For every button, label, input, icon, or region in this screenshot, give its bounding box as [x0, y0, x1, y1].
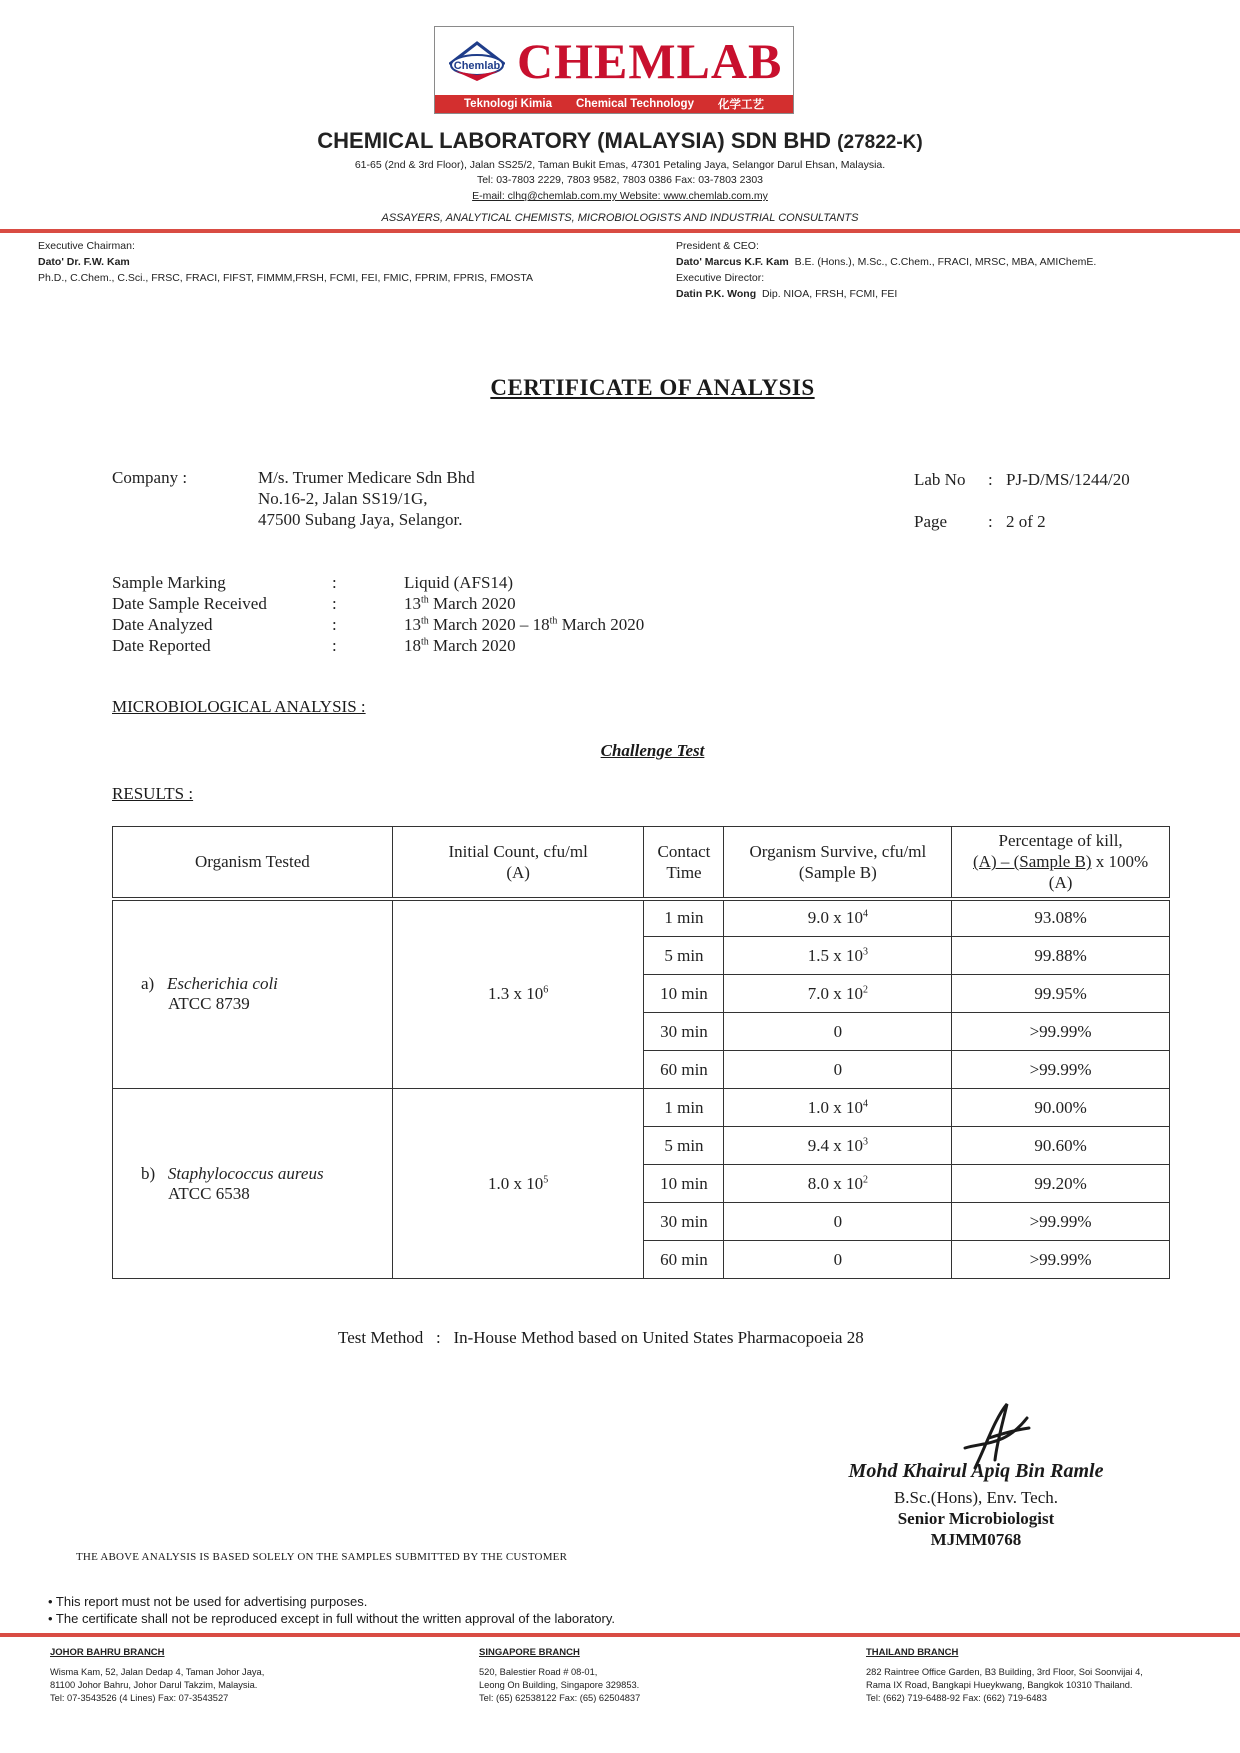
chairman-role: Executive Chairman:	[38, 240, 135, 252]
contact-time: 30 min	[644, 1013, 724, 1051]
survive-count	[724, 1127, 952, 1165]
sample-details-colons	[332, 572, 337, 656]
kill-percentage: >99.99%	[952, 1013, 1170, 1051]
header-divider	[0, 229, 1240, 233]
signatory-name: Mohd Khairul Apiq Bin Ramle	[848, 1460, 1104, 1482]
header-text: x 100%	[1091, 852, 1149, 872]
results-heading: RESULTS :	[112, 784, 194, 803]
header-initial-count	[392, 827, 644, 899]
kill-percentage: >99.99%	[952, 1203, 1170, 1241]
logo-badge-text: Chemlab	[453, 60, 501, 72]
month-year: March 2020 –	[428, 615, 533, 634]
company-address: 61-65 (2nd & 3rd Floor), Jalan SS25/2, Taman Bukit Emas, 47301 Petaling Jaya, Selangor Darul Ehsan, Malaysia.	[354, 159, 886, 171]
contact-time: 10 min	[644, 1165, 724, 1203]
customer-address-line: 47500 Subang Jaya, Selangor.	[258, 510, 463, 529]
organism-cell	[113, 1089, 393, 1279]
colon: :	[332, 594, 337, 613]
lab-no-colon: :	[988, 470, 993, 489]
director-qualifications: Dip. NIOA, FRSH, FCMI, FEI	[761, 288, 898, 300]
organism-name: Escherichia coli	[166, 974, 278, 994]
header-text: (Sample B)	[798, 862, 877, 882]
initial-count-cell	[392, 1089, 644, 1279]
branch-address-line: Leong On Building, Singapore 329853.	[479, 1680, 640, 1690]
count-exponent: 3	[862, 1135, 868, 1147]
sample-marking-label: Sample Marking	[112, 573, 226, 592]
count-exponent: 4	[862, 1097, 868, 1109]
signatory-title: Senior Microbiologist	[897, 1509, 1055, 1528]
header-text: Time	[666, 862, 702, 882]
header-text: (A)	[506, 862, 530, 882]
header-organism-survive	[724, 827, 952, 899]
count-value: 7.0 x 10	[807, 983, 863, 1003]
kill-percentage: 99.20%	[952, 1165, 1170, 1203]
page-number-label: Page	[914, 512, 948, 531]
page-number-value: 2 of 2	[1006, 512, 1046, 531]
header-contact-time	[644, 827, 724, 899]
day: 13	[404, 594, 421, 613]
footer-divider	[0, 1633, 1240, 1637]
date-reported-label: Date Reported	[112, 636, 211, 655]
logo-strip-text: 化学工艺	[717, 99, 764, 111]
colon: :	[332, 573, 337, 592]
test-method-label: Test Method	[338, 1328, 424, 1347]
contact-time: 10 min	[644, 975, 724, 1013]
customer-address-line: No.16-2, Jalan SS19/1G,	[258, 489, 428, 508]
president-role: President & CEO:	[676, 240, 759, 252]
branch-address-line: Rama IX Road, Bangkapi Hueykwang, Bangkok 10310 Thailand.	[866, 1680, 1133, 1690]
chemlab-emblem-icon	[449, 41, 505, 83]
survive-count	[724, 975, 952, 1013]
count-exponent: 6	[543, 984, 549, 996]
customer-name: M/s. Trumer Medicare Sdn Bhd	[258, 468, 475, 487]
count-exponent: 5	[543, 1173, 549, 1185]
branch-title: THAILAND BRANCH	[866, 1647, 959, 1658]
kill-percentage: 90.60%	[952, 1127, 1170, 1165]
survive-count: 0	[724, 1013, 952, 1051]
branch-address-line: 282 Raintree Office Garden, B3 Building, 3rd Floor, Soi Soonvijai 4,	[866, 1667, 1143, 1677]
sample-details-labels	[112, 572, 267, 656]
count-value: 8.0 x 10	[807, 1173, 863, 1193]
month-year: March 2020	[428, 636, 516, 655]
colon: :	[332, 615, 337, 634]
contact-time: 60 min	[644, 1241, 724, 1279]
branch-singapore	[479, 1646, 640, 1705]
test-method	[338, 1328, 864, 1348]
branch-johor-bahru	[50, 1646, 264, 1705]
date-received-label: Date Sample Received	[112, 594, 267, 613]
section-heading-microbiological: MICROBIOLOGICAL ANALYSIS :	[112, 697, 366, 716]
survive-count: 0	[724, 1051, 952, 1089]
branch-address-line: 520, Balestier Road # 08-01,	[479, 1667, 598, 1677]
kill-percentage: >99.99%	[952, 1241, 1170, 1279]
branch-contact: Tel: (65) 62538122 Fax: (65) 62504837	[479, 1693, 641, 1703]
survive-count	[724, 899, 952, 937]
director-name: Datin P.K. Wong	[676, 288, 757, 300]
director-role: Executive Director:	[676, 272, 765, 284]
company-logo	[434, 26, 794, 114]
date-received-value	[404, 593, 644, 614]
contact-time: 1 min	[644, 899, 724, 937]
footer-note: • The certificate shall not be reproduced except in full without the written approval of the laboratory.	[48, 1611, 615, 1626]
initial-count-cell	[392, 899, 644, 1089]
header-text: (A)	[1048, 873, 1073, 893]
organism-strain: ATCC 6538	[168, 1183, 250, 1203]
ordinal-suffix: th	[549, 615, 558, 627]
header-organism: Organism Tested	[113, 827, 393, 899]
contact-time: 1 min	[644, 1089, 724, 1127]
date-analyzed-label: Date Analyzed	[112, 615, 213, 634]
customer-address	[258, 467, 475, 530]
lab-no-label: Lab No	[914, 470, 966, 489]
kill-percentage: 90.00%	[952, 1089, 1170, 1127]
page-number-colon: :	[988, 512, 993, 531]
date-analyzed-value	[404, 614, 644, 635]
test-method-value: In-House Method based on United States Pharmacopoeia 28	[453, 1328, 864, 1347]
president-qualifications: B.E. (Hons.), M.Sc., C.Chem., FRACI, MRSC, MBA, AMIChemE.	[794, 256, 1097, 268]
logo-strip-text: Chemical Technology	[575, 98, 694, 110]
ordinal-suffix: th	[421, 615, 429, 627]
day: 13	[404, 615, 421, 634]
organism-strain: ATCC 8739	[168, 994, 250, 1014]
kill-percentage: 99.88%	[952, 937, 1170, 975]
survive-count	[724, 937, 952, 975]
header-text: Organism Survive, cfu/ml	[749, 841, 927, 861]
results-table	[112, 826, 1170, 1279]
branch-thailand	[866, 1646, 1143, 1705]
analysis-disclaimer: THE ABOVE ANALYSIS IS BASED SOLELY ON THE SAMPLES SUBMITTED BY THE CUSTOMER	[76, 1551, 568, 1563]
footer-note: • This report must not be used for advertising purposes.	[48, 1594, 368, 1609]
header-text: Percentage of kill,	[998, 831, 1123, 851]
survive-count: 0	[724, 1241, 952, 1279]
sample-details-values	[404, 572, 644, 656]
chairman-qualifications: Ph.D., C.Chem., C.Sci., FRSC, FRACI, FIFST, FIMMM,FRSH, FCMI, FEI, FMIC, FPRIM, FPRIS, FMOSTA	[38, 272, 534, 284]
page-title: CERTIFICATE OF ANALYSIS	[490, 375, 815, 400]
count-exponent: 2	[862, 983, 868, 995]
header-text: Contact	[657, 841, 711, 861]
organism-letter: b)	[141, 1163, 156, 1183]
ordinal-suffix: th	[421, 636, 429, 648]
table-header-row	[113, 827, 1170, 899]
test-method-colon: :	[435, 1328, 441, 1347]
kill-percentage: 93.08%	[952, 899, 1170, 937]
contact-time: 5 min	[644, 1127, 724, 1165]
company-label: Company :	[112, 468, 188, 487]
organism-cell	[113, 899, 393, 1089]
branch-contact: Tel: 07-3543526 (4 Lines) Fax: 07-3543527	[50, 1693, 229, 1703]
organism-name: Staphylococcus aureus	[167, 1163, 324, 1183]
organism-letter: a)	[141, 974, 155, 994]
sample-marking-value: Liquid (AFS14)	[404, 573, 514, 592]
chairman-name: Dato' Dr. F.W. Kam	[38, 256, 130, 268]
month-year: March 2020	[557, 615, 645, 634]
day: 18	[404, 636, 421, 655]
company-email-website: E-mail: clhq@chemlab.com.my Website: www.chemlab.com.my	[472, 190, 768, 202]
branch-contact: Tel: (662) 719-6488-92 Fax: (662) 719-6483	[866, 1693, 1047, 1703]
contact-time: 5 min	[644, 937, 724, 975]
count-exponent: 3	[862, 945, 868, 957]
count-exponent: 2	[862, 1173, 868, 1185]
count-value: 1.0 x 10	[807, 1097, 863, 1117]
test-title: Challenge Test	[600, 741, 705, 760]
company-name-text: CHEMICAL LABORATORY (MALAYSIA) SDN BHD	[317, 128, 832, 153]
contact-time: 30 min	[644, 1203, 724, 1241]
header-text: Initial Count, cfu/ml	[448, 841, 588, 861]
survive-count	[724, 1089, 952, 1127]
table-row	[113, 899, 1170, 937]
count-value: 1.5 x 10	[807, 945, 863, 965]
company-reg-number: (27822-K)	[837, 132, 923, 153]
logo-title: CHEMLAB	[517, 33, 783, 89]
logo-strip-text: Teknologi Kimia	[464, 98, 552, 110]
lab-no-value: PJ-D/MS/1244/20	[1006, 470, 1130, 489]
table-row	[113, 1089, 1170, 1127]
president-name: Dato' Marcus K.F. Kam	[676, 256, 789, 268]
survive-count: 0	[724, 1203, 952, 1241]
branch-address-line: 81100 Johor Bahru, Johor Darul Takzim, Malaysia.	[50, 1680, 258, 1690]
branch-address-line: Wisma Kam, 52, Jalan Dedap 4, Taman Johor Jaya,	[50, 1667, 265, 1677]
company-name	[0, 128, 1240, 154]
survive-count	[724, 1165, 952, 1203]
day: 18	[532, 615, 550, 634]
company-tagline: ASSAYERS, ANALYTICAL CHEMISTS, MICROBIOLOGISTS AND INDUSTRIAL CONSULTANTS	[381, 212, 859, 224]
executive-chairman-block	[38, 238, 533, 286]
kill-percentage: 99.95%	[952, 975, 1170, 1013]
contact-time: 60 min	[644, 1051, 724, 1089]
date-reported-value	[404, 635, 644, 656]
count-exponent: 4	[862, 908, 868, 920]
ordinal-suffix: th	[421, 594, 429, 606]
count-value: 9.4 x 10	[807, 1135, 863, 1155]
branch-title: JOHOR BAHRU BRANCH	[50, 1647, 165, 1658]
branch-title: SINGAPORE BRANCH	[479, 1647, 580, 1658]
kill-percentage: >99.99%	[952, 1051, 1170, 1089]
colon: :	[332, 636, 337, 655]
count-value: 1.0 x 10	[488, 1173, 544, 1193]
count-value: 1.3 x 10	[488, 984, 544, 1004]
logo-strip	[435, 95, 793, 113]
company-phone: Tel: 03-7803 2229, 7803 9582, 7803 0386 Fax: 03-7803 2303	[476, 174, 764, 186]
signatory-qualification: B.Sc.(Hons), Env. Tech.	[893, 1488, 1059, 1507]
president-block	[676, 238, 1096, 302]
count-value: 9.0 x 10	[807, 908, 863, 928]
signatory-reg-number: MJMM0768	[930, 1530, 1022, 1549]
month-year: March 2020	[428, 594, 516, 613]
header-text: (A) – (Sample B)	[973, 852, 1092, 872]
header-percentage-kill	[952, 827, 1170, 899]
